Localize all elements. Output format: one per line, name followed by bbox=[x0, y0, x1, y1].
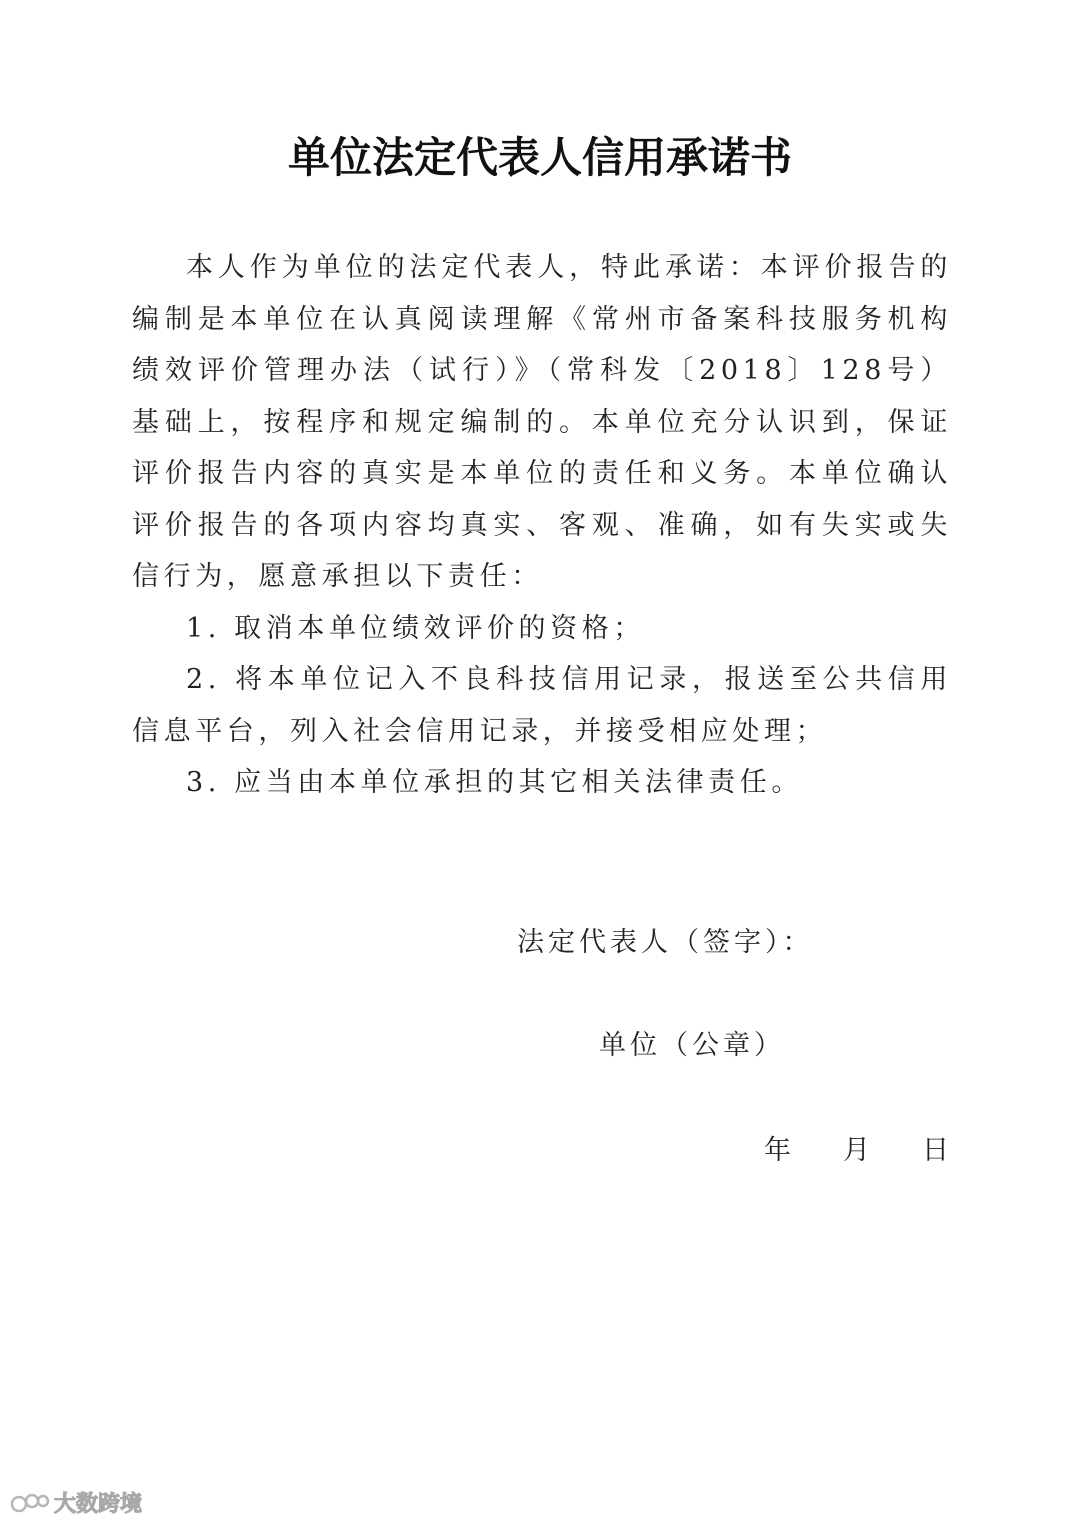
date-year-label: 年 bbox=[764, 1135, 795, 1166]
commitment-item-2: 2. 将本单位记入不良科技信用记录，报送至公共信用信息平台，列入社会信用记录，并接受相应处理； bbox=[132, 664, 952, 747]
date-day-label: 日 bbox=[922, 1135, 953, 1166]
commitment-paragraph: 本人作为单位的法定代表人，特此承诺：本评价报告的编制是本单位在认真阅读理解《常州市备案科技服务机构绩效评价管理办法（试行）》（常科发〔2018〕128号）基础上，按程序和规定编制的。本单位充分认识到，保证评价报告内容的真实是本单位的责任和义务。本单位确认评价报告的各项内容均真实、客观、准确，如有失实或失信行为，愿意承担以下责任： bbox=[132, 252, 952, 592]
unit-seal-line: 单位（公章） bbox=[599, 1030, 785, 1061]
document-title: 单位法定代表人信用承诺书 bbox=[287, 133, 792, 182]
document-body bbox=[132, 242, 952, 809]
commitment-item-1: 1. 取消本单位绩效评价的资格； bbox=[186, 612, 645, 644]
date-line bbox=[764, 1128, 953, 1167]
commitment-item-3: 3. 应当由本单位承担的其它相关法律责任。 bbox=[186, 767, 803, 798]
date-month-label: 月 bbox=[843, 1135, 874, 1166]
watermark bbox=[10, 1487, 142, 1518]
representative-signature-line: 法定代表人（签字）： bbox=[517, 927, 814, 958]
watermark-text: 大数跨境 bbox=[54, 1492, 143, 1517]
watermark-logo-icon bbox=[10, 1490, 50, 1516]
